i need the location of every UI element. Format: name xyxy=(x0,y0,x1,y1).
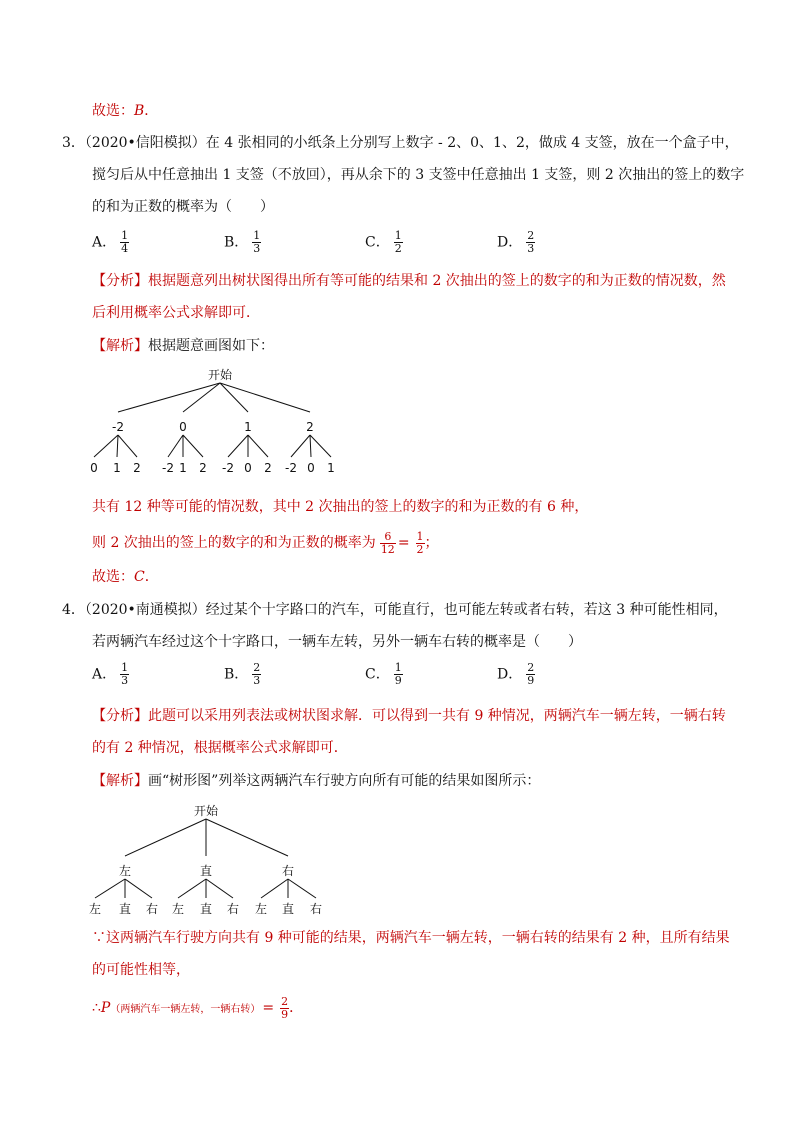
q4-analysis-line-2: 的有 2 种情况，根据概率公式求解即可． xyxy=(92,740,348,756)
q3-tree-diagram xyxy=(80,362,380,480)
tree-leaf: -2 xyxy=(222,461,234,475)
q3-conclusion-2: 则 2 次抽出的签上的数字的和为正数的概率为 $\frac{6}{12}$ = $\frac{1}{2}$ ； xyxy=(92,529,439,556)
tree-node: 直 xyxy=(199,864,213,878)
tree-leaf: 直 xyxy=(199,902,213,916)
q3-conclusion-1: 共有 12 种等可能的情况数，其中 2 次抽出的签上的数字的和为正数的有 6 种， xyxy=(92,499,589,515)
tree-leaf: 左 xyxy=(171,902,185,916)
tree-node: 0 xyxy=(179,420,187,434)
q4-stem-line-1: 4．（2020•南通模拟）经过某个十字路口的汽车，可能直行，也可能左转或者右转，若这 3 种可能性相同， xyxy=(62,602,728,618)
q3-analysis-line-1: 【分析】根据题意列出树状图得出所有等可能的结果和 2 次抽出的签上的数字的和为正数的情况数，然 xyxy=(92,273,726,289)
tree-leaf: 右 xyxy=(226,902,240,916)
q3-analysis-line-2: 后利用概率公式求解即可． xyxy=(92,305,260,321)
q3-stem-line-1: 3．（2020•信阳模拟）在 4 张相同的小纸条上分别写上数字 - 2、0、1、2，做成 4 支签，放在一个盒子中， xyxy=(62,135,739,151)
q4-option-a: A． $\frac{1}{3}$ xyxy=(92,661,129,687)
q2-answer xyxy=(92,101,158,121)
tree-leaf: 2 xyxy=(133,461,141,475)
q3-solution: 【解析】根据题意画图如下： xyxy=(92,338,274,354)
tree-leaf: 右 xyxy=(145,902,159,916)
tree-leaf: -2 xyxy=(162,461,174,475)
tree-node: 左 xyxy=(118,864,132,878)
q4-tree-diagram xyxy=(80,798,340,918)
tree-leaf: 2 xyxy=(199,461,207,475)
tree-leaf: 直 xyxy=(281,902,295,916)
tree-root: 开始 xyxy=(207,368,233,382)
q4-conclusion-2: 的可能性相等， xyxy=(92,962,190,978)
answer-letter: B xyxy=(134,103,145,119)
q3-option-b: B． $\frac{1}{3}$ xyxy=(224,229,261,255)
tree-node: 右 xyxy=(281,864,295,878)
tree-leaf: 1 xyxy=(113,461,121,475)
tree-leaf: 2 xyxy=(264,461,272,475)
q4-final: ∴P（两辆汽车一辆左转，一辆右转） = $\frac{2}{9}$ ． xyxy=(92,994,304,1021)
fraction: $\frac{6}{12}$ xyxy=(380,529,395,556)
q3-option-a: A． $\frac{1}{4}$ xyxy=(92,229,129,255)
tree-leaf: 1 xyxy=(179,461,187,475)
q3-answer: 故选：C． xyxy=(92,569,159,585)
q3-stem-line-2: 搅匀后从中任意抽出 1 支签（不放回），再从余下的 3 支签中任意抽出 1 支签，则 2 次抽出的签上的数字 xyxy=(92,167,745,183)
tree-node: -2 xyxy=(112,420,124,434)
tree-leaf: 0 xyxy=(90,461,98,475)
fraction: $\frac{1}{2}$ xyxy=(394,229,402,255)
tree-leaf: 0 xyxy=(307,461,315,475)
answer-suffix: ． xyxy=(144,103,159,119)
fraction: $\frac{1}{9}$ xyxy=(394,661,402,687)
solution-tag: 【解析】 xyxy=(92,338,148,354)
tree-root: 开始 xyxy=(193,804,219,818)
answer-prefix: 故选： xyxy=(92,103,134,119)
q4-stem-line-2: 若两辆汽车经过这个十字路口，一辆车左转，另外一辆车右转的概率是（ ） xyxy=(92,634,582,650)
tree-leaf: -2 xyxy=(285,461,297,475)
q3-stem-line-3: 的和为正数的概率为（ ） xyxy=(92,199,274,215)
fraction: $\frac{1}{2}$ xyxy=(416,529,424,556)
q4-option-c: C． $\frac{1}{9}$ xyxy=(365,661,402,687)
q4-option-b: B． $\frac{2}{3}$ xyxy=(224,661,261,687)
tree-leaf: 左 xyxy=(254,902,268,916)
tree-node: 1 xyxy=(244,420,252,434)
q4-option-d: D． $\frac{2}{9}$ xyxy=(497,661,535,687)
fraction: $\frac{2}{9}$ xyxy=(527,661,535,687)
q3-option-d: D． $\frac{2}{3}$ xyxy=(497,229,535,255)
fraction: $\frac{2}{9}$ xyxy=(281,994,289,1021)
q3-option-c: C． $\frac{1}{2}$ xyxy=(365,229,402,255)
tree-leaf: 直 xyxy=(118,902,132,916)
fraction: $\frac{2}{3}$ xyxy=(253,661,261,687)
tree-leaf: 左 xyxy=(88,902,102,916)
tree-leaf: 右 xyxy=(309,902,323,916)
solution-tag: 【解析】 xyxy=(92,773,148,789)
tree-leaf: 0 xyxy=(244,461,252,475)
analysis-tag: 【分析】 xyxy=(92,708,148,724)
fraction: $\frac{1}{3}$ xyxy=(121,661,129,687)
fraction: $\frac{1}{4}$ xyxy=(121,229,129,255)
analysis-tag: 【分析】 xyxy=(92,273,148,289)
fraction: $\frac{2}{3}$ xyxy=(527,229,535,255)
q4-conclusion-1: ∵这两辆汽车行驶方向共有 9 种可能的结果，两辆汽车一辆左转，一辆右转的结果有 2 种，且所有结果 xyxy=(92,930,730,946)
q4-solution: 【解析】画“树形图”列举这两辆汽车行驶方向所有可能的结果如图所示： xyxy=(92,773,541,789)
tree-node: 2 xyxy=(306,420,314,434)
tree-leaf: 1 xyxy=(327,461,335,475)
q4-analysis-line-1: 【分析】此题可以采用列表法或树状图求解．可以得到一共有 9 种情况，两辆汽车一辆左转，一辆右转 xyxy=(92,708,726,724)
fraction: $\frac{1}{3}$ xyxy=(253,229,261,255)
